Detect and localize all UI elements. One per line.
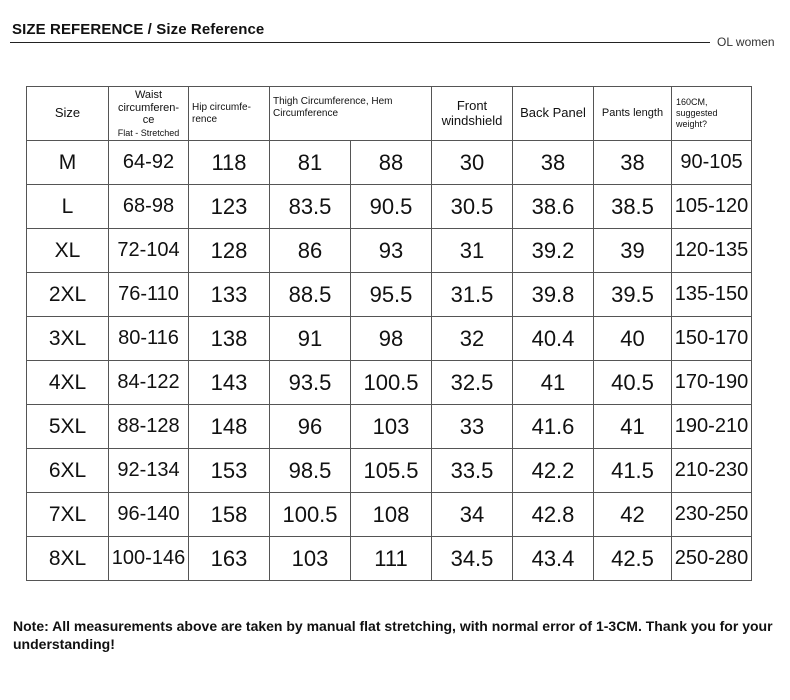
size-cell: 8XL xyxy=(27,537,109,581)
waist-cell: 68-98 xyxy=(109,185,189,229)
waist-cell: 80-116 xyxy=(109,317,189,361)
header-waist xyxy=(109,87,189,141)
measurement-note: Note: All measurements above are taken by manual flat stretching, with normal error of 1-3CM. Thank you for your understanding! xyxy=(13,618,773,652)
header-hip xyxy=(189,87,270,141)
thigh-cell: 88.5 xyxy=(270,273,351,317)
back-panel-cell: 38 xyxy=(513,141,594,185)
header-waist-line3: ce xyxy=(142,114,155,127)
hip-cell: 148 xyxy=(189,405,270,449)
header-divider xyxy=(10,42,710,43)
front-cell: 30.5 xyxy=(432,185,513,229)
size-cell: 6XL xyxy=(27,449,109,493)
thigh-cell: 86 xyxy=(270,229,351,273)
hem-cell: 105.5 xyxy=(351,449,432,493)
table-row xyxy=(27,361,752,405)
header-back-panel-label: Back Panel xyxy=(520,105,586,121)
hip-cell: 163 xyxy=(189,537,270,581)
back-panel-cell: 38.6 xyxy=(513,185,594,229)
weight-cell: 170-190 xyxy=(672,361,752,405)
size-cell: L xyxy=(27,185,109,229)
hip-cell: 153 xyxy=(189,449,270,493)
weight-cell: 105-120 xyxy=(672,185,752,229)
header-pants-length xyxy=(594,87,672,141)
pants-length-cell: 38.5 xyxy=(594,185,672,229)
header-waist-line4: Flat - Stretched xyxy=(117,127,180,138)
weight-cell: 150-170 xyxy=(672,317,752,361)
back-panel-cell: 39.2 xyxy=(513,229,594,273)
front-cell: 33.5 xyxy=(432,449,513,493)
waist-cell: 76-110 xyxy=(109,273,189,317)
pants-length-cell: 41.5 xyxy=(594,449,672,493)
hem-cell: 93 xyxy=(351,229,432,273)
size-cell: 2XL xyxy=(27,273,109,317)
waist-cell: 92-134 xyxy=(109,449,189,493)
hem-cell: 111 xyxy=(351,537,432,581)
front-cell: 34 xyxy=(432,493,513,537)
front-cell: 30 xyxy=(432,141,513,185)
table-row xyxy=(27,273,752,317)
hip-cell: 128 xyxy=(189,229,270,273)
back-panel-cell: 39.8 xyxy=(513,273,594,317)
thigh-cell: 103 xyxy=(270,537,351,581)
size-cell: XL xyxy=(27,229,109,273)
waist-cell: 84-122 xyxy=(109,361,189,405)
pants-length-cell: 42.5 xyxy=(594,537,672,581)
header-front-line1: Front xyxy=(456,97,488,113)
header-weight xyxy=(672,87,752,141)
thigh-cell: 91 xyxy=(270,317,351,361)
header-weight-line1: 160CM, xyxy=(676,97,708,108)
table-row xyxy=(27,317,752,361)
size-cell: 3XL xyxy=(27,317,109,361)
thigh-cell: 93.5 xyxy=(270,361,351,405)
pants-length-cell: 42 xyxy=(594,493,672,537)
weight-cell: 135-150 xyxy=(672,273,752,317)
brand-label: OL women xyxy=(717,35,775,49)
size-table xyxy=(26,86,752,581)
thigh-cell: 83.5 xyxy=(270,185,351,229)
hem-cell: 88 xyxy=(351,141,432,185)
hem-cell: 90.5 xyxy=(351,185,432,229)
hip-cell: 118 xyxy=(189,141,270,185)
table-row xyxy=(27,185,752,229)
pants-length-cell: 40 xyxy=(594,317,672,361)
thigh-cell: 98.5 xyxy=(270,449,351,493)
front-cell: 32 xyxy=(432,317,513,361)
size-cell: 5XL xyxy=(27,405,109,449)
hip-cell: 158 xyxy=(189,493,270,537)
header-front-line2: windshield xyxy=(441,112,503,128)
table-row xyxy=(27,229,752,273)
hem-cell: 100.5 xyxy=(351,361,432,405)
header-back-panel xyxy=(513,87,594,141)
header-waist-line2: circumferen- xyxy=(117,101,180,114)
front-cell: 31.5 xyxy=(432,273,513,317)
hem-cell: 98 xyxy=(351,317,432,361)
header-thigh-hem-label: Thigh Circumference, Hem Circumference xyxy=(273,96,393,119)
header-weight-line2: suggested xyxy=(676,108,718,119)
thigh-cell: 100.5 xyxy=(270,493,351,537)
weight-cell: 210-230 xyxy=(672,449,752,493)
weight-cell: 230-250 xyxy=(672,493,752,537)
page-title: SIZE REFERENCE / Size Reference xyxy=(12,21,265,38)
waist-cell: 72-104 xyxy=(109,229,189,273)
header-size xyxy=(27,87,109,141)
hem-cell: 103 xyxy=(351,405,432,449)
table-row xyxy=(27,449,752,493)
pants-length-cell: 38 xyxy=(594,141,672,185)
weight-cell: 90-105 xyxy=(672,141,752,185)
waist-cell: 96-140 xyxy=(109,493,189,537)
hem-cell: 95.5 xyxy=(351,273,432,317)
back-panel-cell: 42.2 xyxy=(513,449,594,493)
front-cell: 34.5 xyxy=(432,537,513,581)
table-row xyxy=(27,537,752,581)
front-cell: 32.5 xyxy=(432,361,513,405)
hip-cell: 138 xyxy=(189,317,270,361)
weight-cell: 190-210 xyxy=(672,405,752,449)
size-cell: 4XL xyxy=(27,361,109,405)
back-panel-cell: 41.6 xyxy=(513,405,594,449)
weight-cell: 120-135 xyxy=(672,229,752,273)
table-row xyxy=(27,141,752,185)
waist-cell: 100-146 xyxy=(109,537,189,581)
size-cell: M xyxy=(27,141,109,185)
size-cell: 7XL xyxy=(27,493,109,537)
header-thigh-hem xyxy=(270,87,432,141)
waist-cell: 88-128 xyxy=(109,405,189,449)
front-cell: 33 xyxy=(432,405,513,449)
pants-length-cell: 40.5 xyxy=(594,361,672,405)
header-front xyxy=(432,87,513,141)
pants-length-cell: 41 xyxy=(594,405,672,449)
pants-length-cell: 39.5 xyxy=(594,273,672,317)
hip-cell: 133 xyxy=(189,273,270,317)
weight-cell: 250-280 xyxy=(672,537,752,581)
table-row xyxy=(27,405,752,449)
front-cell: 31 xyxy=(432,229,513,273)
table-header-row xyxy=(27,87,752,141)
hem-cell: 108 xyxy=(351,493,432,537)
back-panel-cell: 42.8 xyxy=(513,493,594,537)
hip-cell: 143 xyxy=(189,361,270,405)
header-pants-length-label: Pants length xyxy=(601,107,664,120)
header-weight-line3: weight? xyxy=(676,118,708,129)
header-hip-label: Hip circumfe-rence xyxy=(192,102,251,125)
pants-length-cell: 39 xyxy=(594,229,672,273)
header-waist-line1: Waist xyxy=(134,88,163,101)
header-size-label: Size xyxy=(54,105,81,121)
table-row xyxy=(27,493,752,537)
back-panel-cell: 41 xyxy=(513,361,594,405)
back-panel-cell: 43.4 xyxy=(513,537,594,581)
thigh-cell: 81 xyxy=(270,141,351,185)
waist-cell: 64-92 xyxy=(109,141,189,185)
thigh-cell: 96 xyxy=(270,405,351,449)
back-panel-cell: 40.4 xyxy=(513,317,594,361)
hip-cell: 123 xyxy=(189,185,270,229)
